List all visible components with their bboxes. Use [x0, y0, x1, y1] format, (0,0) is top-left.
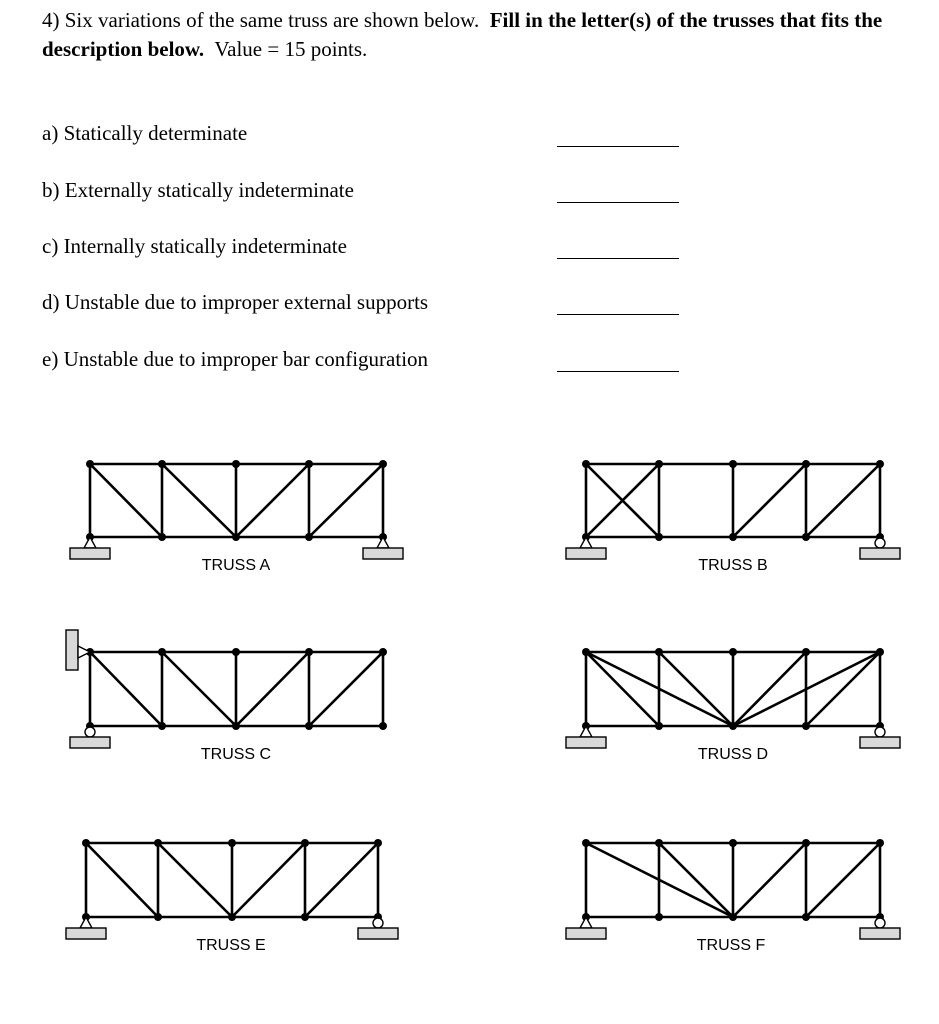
truss-e-joint	[154, 839, 162, 847]
truss-c-wall-pin-icon	[78, 646, 90, 658]
truss-c-diagonal	[236, 652, 309, 726]
truss-c-joint	[232, 722, 240, 730]
truss-e-joint	[228, 839, 236, 847]
truss-f-support-base	[860, 928, 900, 939]
truss-a-diagonal	[309, 464, 383, 537]
truss-c-diagonal	[309, 652, 383, 726]
truss-e-joint	[301, 839, 309, 847]
truss-a-support-pin-icon	[84, 537, 96, 548]
truss-b-joint	[802, 533, 810, 541]
truss-c-diagonal	[90, 652, 162, 726]
truss-b-joint	[729, 533, 737, 541]
truss-c-support-base	[70, 737, 110, 748]
truss-b-diagonal	[733, 464, 806, 537]
truss-f-joint	[802, 913, 810, 921]
truss-d-joint	[729, 648, 737, 656]
truss-f-label: TRUSS F	[696, 937, 766, 954]
truss-a-joint	[158, 533, 166, 541]
truss-b-joint	[655, 533, 663, 541]
truss-d-support-pin-icon	[580, 726, 592, 737]
truss-a-label: TRUSS A	[201, 557, 271, 574]
truss-f-diagonal	[733, 843, 806, 917]
truss-d-joint	[802, 722, 810, 730]
truss-c-joint	[158, 722, 166, 730]
item-b: b) Externally statically indeterminate	[42, 178, 354, 202]
truss-e-joint	[301, 913, 309, 921]
question-prefix: 4) Six variations of the same truss are shown below.	[42, 8, 480, 32]
truss-e-label: TRUSS E	[196, 937, 266, 954]
question-instruction: Fill in the letter(s) of the trusses that fits the description below.	[42, 8, 883, 61]
truss-a-joint	[379, 460, 387, 468]
truss-e-support-pin-icon	[80, 917, 92, 928]
truss-c-joint	[158, 648, 166, 656]
truss-f-diagonal	[659, 843, 733, 917]
truss-a-joint	[232, 460, 240, 468]
truss-f-joint	[655, 913, 663, 921]
truss-a-support-base	[70, 548, 110, 559]
truss-a-joint	[86, 460, 94, 468]
truss-a-support-base	[363, 548, 403, 559]
truss-c-joint	[232, 648, 240, 656]
truss-e-joint	[82, 839, 90, 847]
truss-d-joint	[655, 648, 663, 656]
truss-e-support-roller-icon	[373, 918, 383, 928]
truss-f-support-roller-icon	[875, 918, 885, 928]
truss-e-diagonal	[86, 843, 158, 917]
truss-b-support-roller-icon	[875, 538, 885, 548]
truss-e-support-base	[358, 928, 398, 939]
truss-f-joint	[729, 839, 737, 847]
truss-e-joint	[228, 913, 236, 921]
truss-d-support-base	[860, 737, 900, 748]
truss-c-joint	[305, 722, 313, 730]
truss-e-diagonal	[158, 843, 232, 917]
truss-e-joint	[374, 839, 382, 847]
truss-b-diagonal	[806, 464, 880, 537]
truss-f-support-pin-icon	[580, 917, 592, 928]
truss-b-joint	[876, 460, 884, 468]
truss-b-support-base	[860, 548, 900, 559]
truss-a-diagonal	[236, 464, 309, 537]
truss-d-joint	[876, 648, 884, 656]
truss-d-joint	[582, 648, 590, 656]
truss-b-label: TRUSS B	[698, 557, 768, 574]
truss-d-diagonal	[586, 652, 659, 726]
question-value: Value = 15 points.	[214, 37, 368, 61]
item-d: d) Unstable due to improper external supports	[42, 290, 429, 314]
truss-d-diagonal	[733, 652, 806, 726]
truss-c-joint	[379, 722, 387, 730]
truss-a-joint	[232, 533, 240, 541]
truss-f-joint	[582, 839, 590, 847]
truss-e-diagonal	[232, 843, 305, 917]
truss-c-joint	[379, 648, 387, 656]
truss-b-joint	[655, 460, 663, 468]
truss-e-joint	[154, 913, 162, 921]
truss-a-support-pin-icon	[377, 537, 389, 548]
truss-e-diagonal	[305, 843, 378, 917]
item-e: e) Unstable due to improper bar configuration	[42, 347, 429, 371]
truss-f-diagonal	[806, 843, 880, 917]
truss-d-support-base	[566, 737, 606, 748]
item-c: c) Internally statically indeterminate	[42, 234, 347, 258]
truss-d-joint	[802, 648, 810, 656]
truss-d-support-roller-icon	[875, 727, 885, 737]
truss-e-support-base	[66, 928, 106, 939]
truss-b-joint	[729, 460, 737, 468]
truss-d-diagonal	[806, 652, 880, 726]
truss-f-joint	[876, 839, 884, 847]
truss-a-diagonal	[90, 464, 162, 537]
truss-b-support-pin-icon	[580, 537, 592, 548]
truss-d-label: TRUSS D	[697, 746, 769, 763]
truss-c-label: TRUSS C	[200, 746, 272, 763]
truss-f-joint	[655, 839, 663, 847]
truss-d-diagonal	[659, 652, 733, 726]
truss-b-support-base	[566, 548, 606, 559]
truss-c-wall	[66, 630, 78, 670]
truss-b-joint	[582, 460, 590, 468]
truss-d-joint	[729, 722, 737, 730]
truss-a-diagonal	[162, 464, 236, 537]
truss-d-joint	[655, 722, 663, 730]
truss-f-joint	[802, 839, 810, 847]
truss-b-joint	[802, 460, 810, 468]
truss-c-joint	[305, 648, 313, 656]
truss-f-joint	[729, 913, 737, 921]
truss-c-support-roller-icon	[85, 727, 95, 737]
truss-a-joint	[305, 460, 313, 468]
truss-f-support-base	[566, 928, 606, 939]
truss-c-diagonal	[162, 652, 236, 726]
truss-a-joint	[158, 460, 166, 468]
truss-a-joint	[305, 533, 313, 541]
item-a: a) Statically determinate	[42, 121, 248, 145]
